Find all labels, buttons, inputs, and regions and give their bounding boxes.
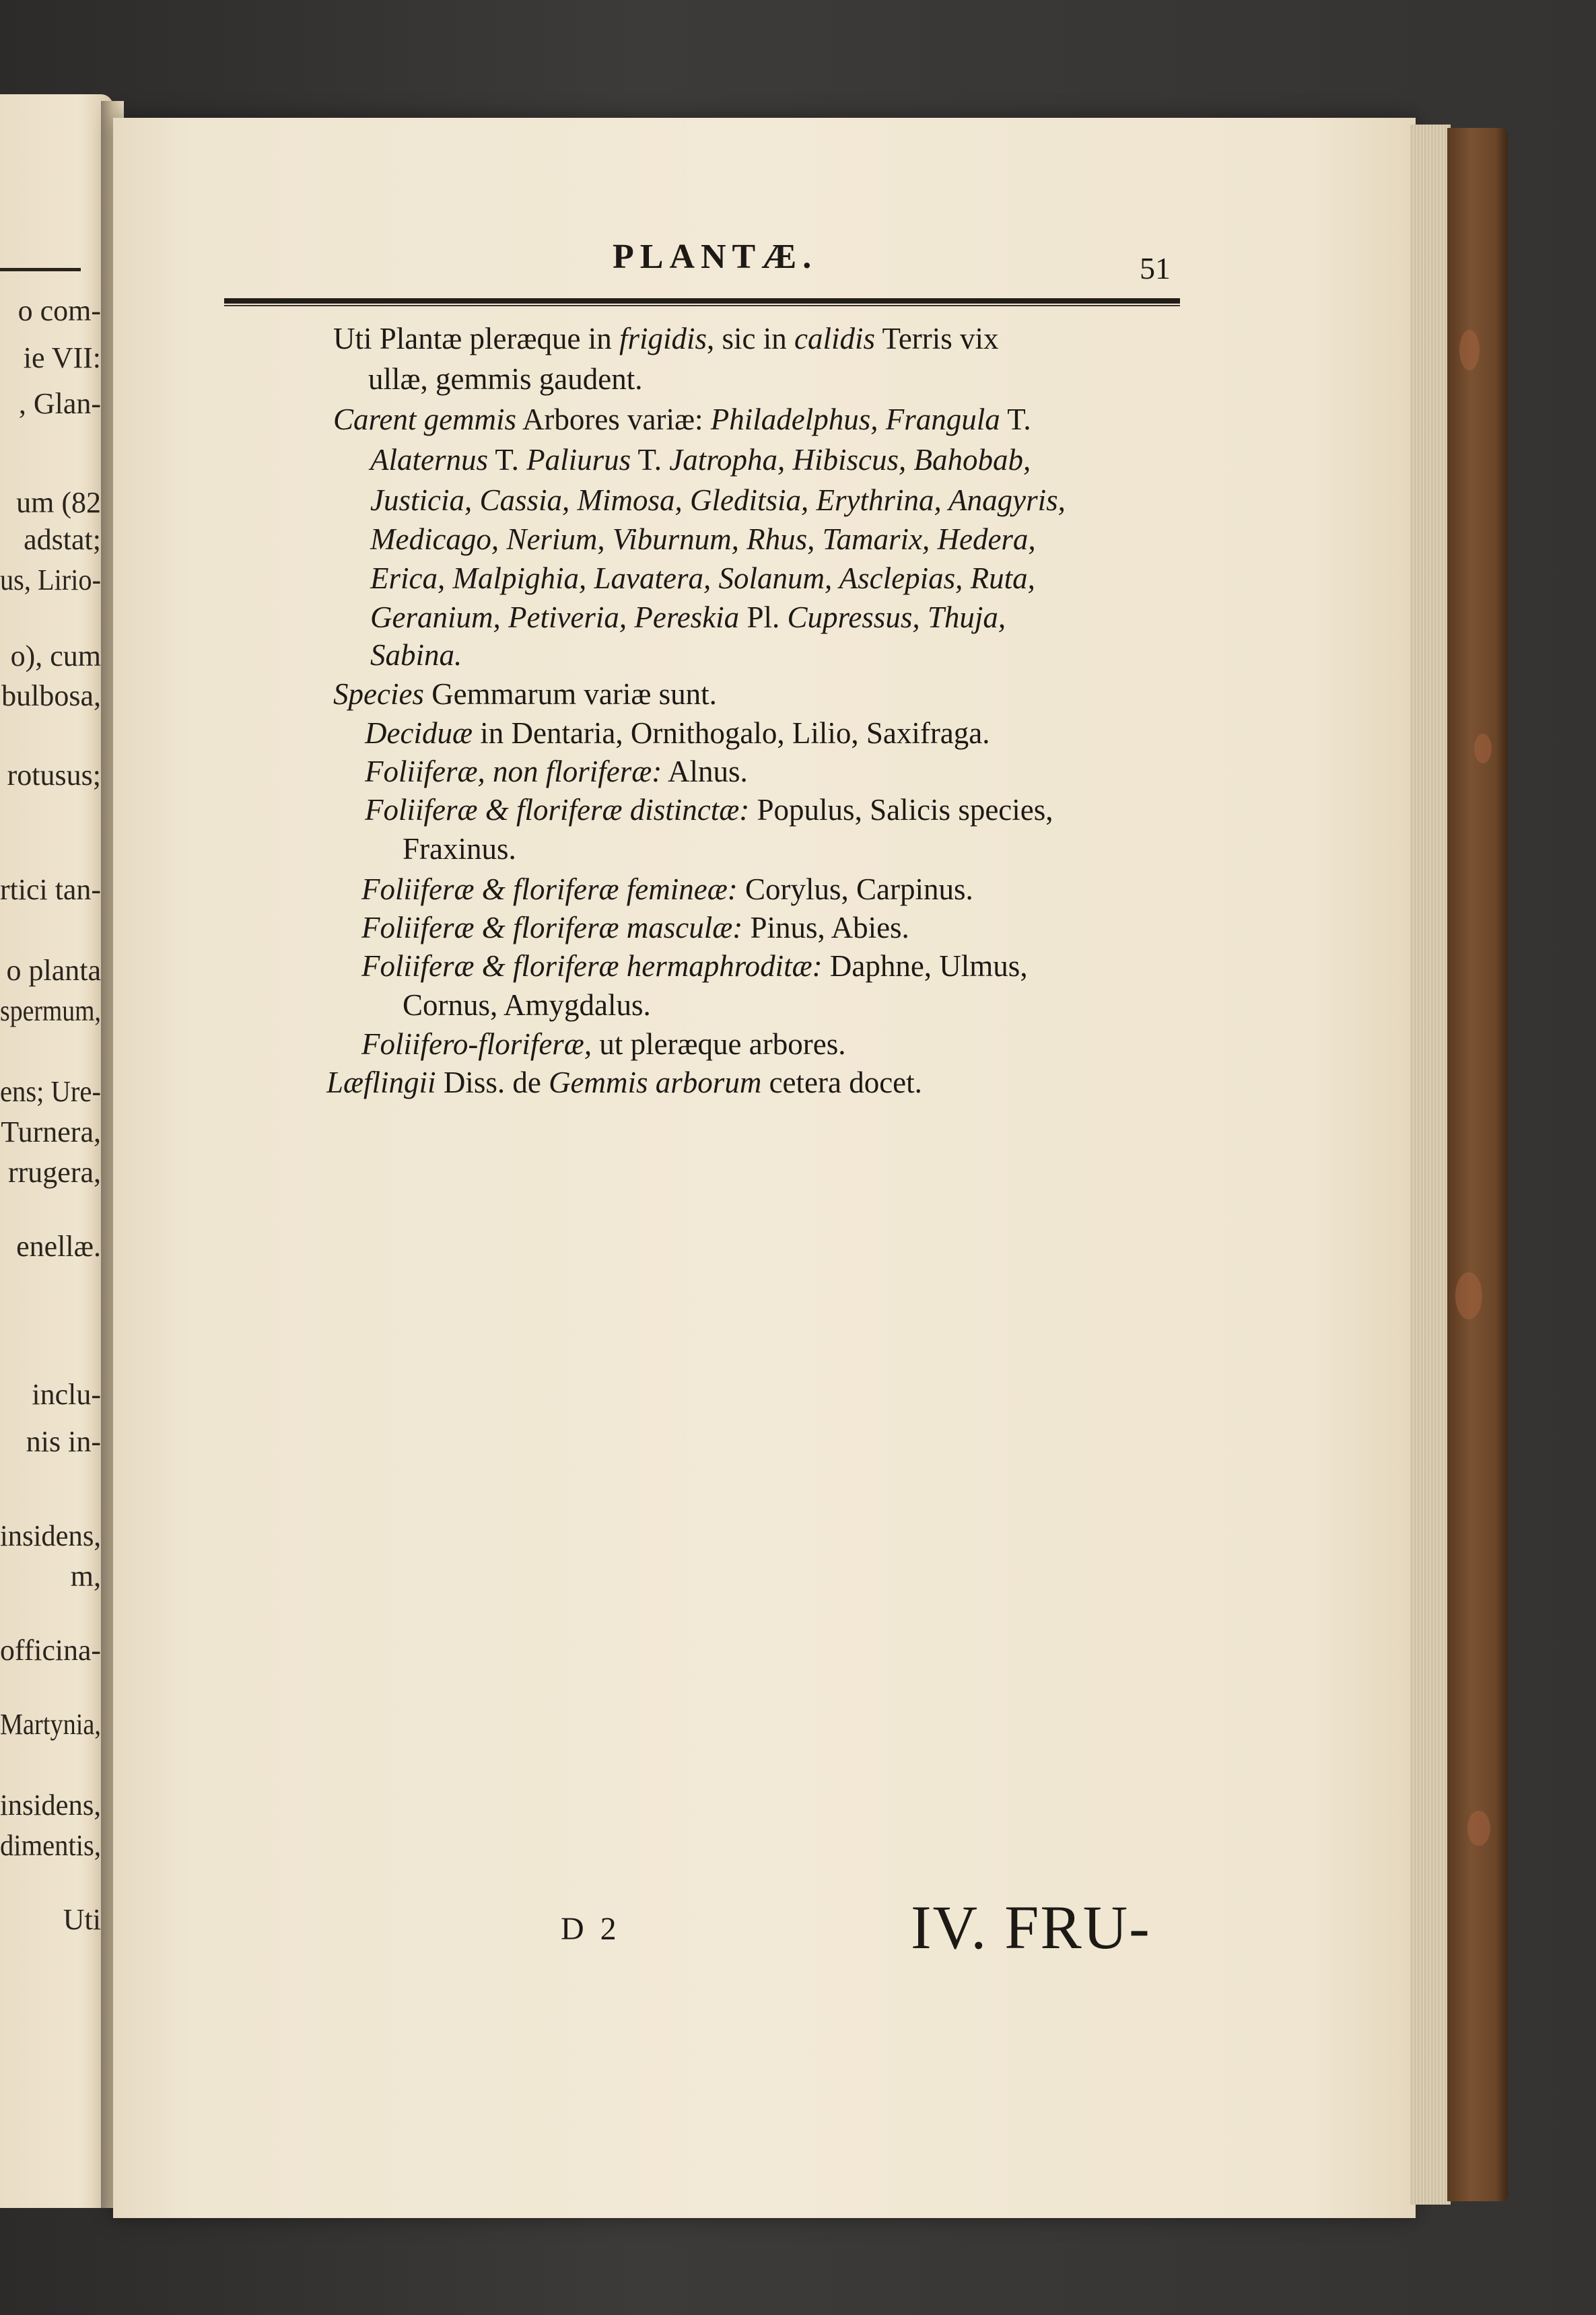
page-number: 51 (1140, 251, 1171, 285)
text-segment: in Dentaria, Ornithogalo, Lilio, Saxifraga. (472, 716, 990, 750)
italic-segment: Medicago, Nerium, Viburnum, Rhus, Tamarix, Hedera, (370, 522, 1036, 556)
italic-segment: Species (333, 677, 424, 711)
text-segment: Uti Plantæ pleræque in (333, 322, 619, 355)
text-line (333, 404, 1031, 436)
text-line (370, 640, 462, 671)
previous-page-fragment: insidens, (0, 1789, 101, 1822)
previous-page-fragment: bulbosa, (1, 679, 101, 712)
text-segment: Gemmarum variæ sunt. (423, 677, 717, 711)
italic-segment: Sabina. (370, 638, 462, 672)
previous-page-fragment: rtici tan- (0, 873, 101, 906)
text-segment: T. (488, 443, 527, 477)
previous-page-fragment: insidens, (0, 1519, 101, 1552)
text-line (370, 563, 1035, 594)
previous-page-fragment: Uti (63, 1903, 101, 1936)
previous-page-fragment: o), cum (10, 640, 101, 672)
previous-page-fragment: ie VII: (23, 341, 101, 374)
catchword: IV. FRU- (911, 1893, 1151, 1962)
text-segment: Arbores variæ: (516, 403, 711, 436)
italic-segment: Deciduæ (365, 716, 473, 750)
text-segment: Cornus, Amygdalus. (403, 988, 651, 1022)
previous-page-fragment: officina- (0, 1634, 101, 1667)
italic-segment: Foliifero-floriferæ, (361, 1027, 592, 1061)
text-line (365, 756, 748, 788)
text-segment: Alnus. (662, 755, 748, 788)
text-segment: Daphne, Ulmus, (822, 949, 1028, 983)
previous-page-fragment: rotusus; (7, 759, 101, 792)
previous-page-fragment: m, (70, 1560, 101, 1593)
text-segment: cetera docet. (761, 1066, 922, 1099)
text-line (370, 602, 1006, 633)
text-line (365, 794, 1053, 826)
previous-page-fragment: , Glan- (18, 387, 101, 420)
text-segment: ut pleræque arbores. (592, 1027, 846, 1061)
text-line (361, 1029, 845, 1060)
previous-page-fragment: inclu- (32, 1378, 101, 1411)
italic-segment: Foliiferæ & floriferæ masculæ: (361, 911, 743, 944)
italic-segment: Carent gemmis (333, 403, 517, 436)
italic-segment: Justicia, Cassia, Mimosa, Gleditsia, Erythrina, Anagyris, (370, 483, 1066, 517)
text-line (370, 485, 1066, 516)
header-rule-thin (224, 305, 1180, 306)
text-line (361, 912, 909, 944)
text-segment: Terris vix (875, 322, 999, 355)
previous-page-fragment: o planta (6, 954, 101, 987)
italic-segment: Geranium, Petiveria, Pereskia (370, 600, 740, 634)
text-line (403, 990, 651, 1021)
text-line (370, 444, 1031, 476)
previous-page-rule (0, 268, 81, 271)
italic-segment: Foliiferæ & floriferæ femineæ: (361, 872, 738, 906)
text-line (361, 951, 1028, 982)
italic-segment: Jatropha, Hibiscus, Bahobab, (669, 443, 1031, 477)
text-segment: ullæ, gemmis gaudent. (368, 362, 643, 396)
text-segment: , sic in (707, 322, 795, 355)
italic-segment: Erica, Malpighia, Lavatera, Solanum, Asclepias, Ruta, (370, 561, 1035, 595)
italic-segment: Foliiferæ & floriferæ distinctæ: (365, 793, 750, 827)
previous-page-fragment: us, Lirio- (0, 563, 101, 596)
italic-segment: Foliiferæ, non floriferæ: (365, 755, 662, 788)
text-segment: Corylus, Carpinus. (737, 872, 973, 906)
text-line (365, 718, 990, 749)
book-cover-edge (1447, 128, 1508, 2201)
italic-segment: Cupressus, Thuja, (787, 600, 1006, 634)
previous-page-fragment: o com- (18, 294, 101, 327)
text-segment: Diss. de (436, 1066, 549, 1099)
previous-page-fragment: Turnera, (1, 1115, 101, 1148)
previous-page-fragment: ens; Ure- (0, 1075, 101, 1108)
italic-segment: Læflingii (326, 1066, 436, 1099)
previous-page-fragment: Martynia, (0, 1708, 101, 1741)
previous-page-fragment: rrugera, (7, 1156, 101, 1189)
italic-segment: Alaternus (370, 443, 488, 477)
running-head: PLANTÆ. (613, 238, 818, 276)
text-segment: T. (1000, 403, 1031, 436)
italic-segment: Foliiferæ & floriferæ hermaphroditæ: (361, 949, 823, 983)
text-segment: Populus, Salicis species, (749, 793, 1053, 827)
previous-page-fragment: um (82 (16, 486, 101, 519)
previous-page-fragment: enellæ. (16, 1230, 101, 1263)
text-line (326, 1067, 922, 1099)
previous-page-fragment: adstat; (24, 523, 101, 556)
italic-segment: Paliurus (526, 443, 631, 477)
previous-page-edge (0, 94, 113, 2208)
italic-segment: Gemmis arborum (549, 1066, 762, 1099)
previous-page-fragment: spermum, (0, 994, 101, 1027)
text-segment: Fraxinus. (403, 832, 516, 866)
text-segment: Pinus, Abies. (742, 911, 909, 944)
italic-segment: calidis (794, 322, 876, 355)
italic-segment: frigidis (619, 322, 707, 355)
previous-page-fragment: dimentis, (0, 1829, 101, 1862)
header-rule (224, 298, 1180, 304)
text-line (370, 524, 1036, 555)
text-line (333, 323, 999, 355)
text-line (368, 364, 642, 395)
text-line (333, 679, 717, 710)
italic-segment: Philadelphus, Frangula (710, 403, 1000, 436)
text-line (403, 833, 516, 865)
text-segment: T. (631, 443, 670, 477)
text-segment: Pl. (739, 600, 788, 634)
page-edges (1410, 125, 1451, 2205)
text-line (361, 874, 973, 905)
previous-page-fragment: nis in- (26, 1425, 101, 1458)
signature-mark: D 2 (561, 1911, 621, 1947)
